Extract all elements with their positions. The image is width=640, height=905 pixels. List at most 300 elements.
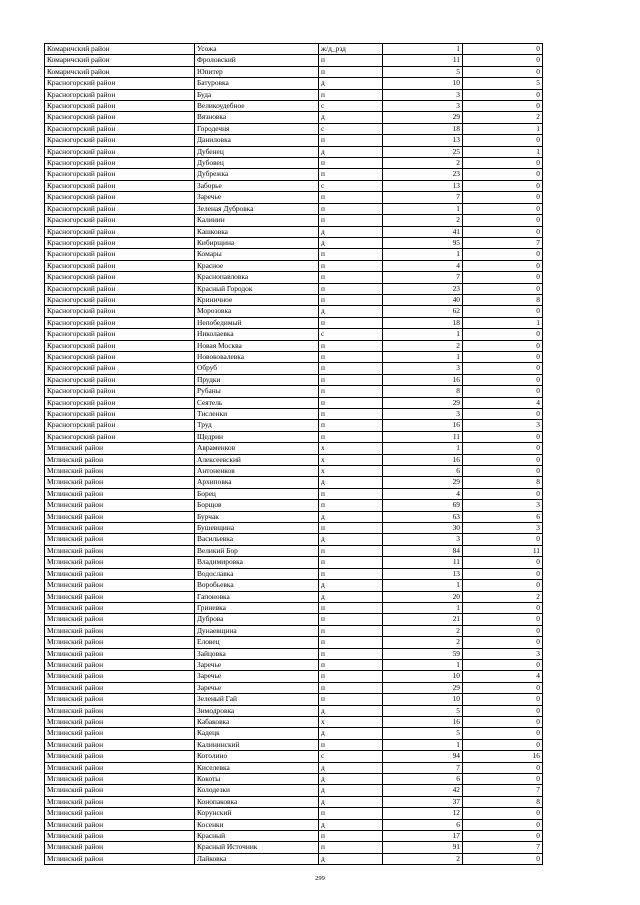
district-cell: Красногорский район <box>45 180 195 191</box>
table-row <box>45 739 543 750</box>
settlement-cell: Зайцовка <box>195 648 319 659</box>
type-cell: д <box>319 762 383 773</box>
district-cell: Мглинский район <box>45 751 195 762</box>
settlement-cell: Красный <box>195 831 319 842</box>
type-cell: п <box>319 831 383 842</box>
table-row <box>45 785 543 796</box>
district-cell: Красногорский район <box>45 226 195 237</box>
settlement-cell: Дубрежка <box>195 169 319 180</box>
count-cell: 1 <box>383 580 463 591</box>
district-cell: Красногорский район <box>45 158 195 169</box>
type-cell: п <box>319 317 383 328</box>
count-cell: 10 <box>383 671 463 682</box>
count2-cell: 0 <box>463 215 543 226</box>
table-row <box>45 454 543 465</box>
district-cell: Мглинский район <box>45 853 195 864</box>
count2-cell: 0 <box>463 203 543 214</box>
settlement-cell: Прудки <box>195 374 319 385</box>
table-row <box>45 808 543 819</box>
district-cell: Мглинский район <box>45 614 195 625</box>
type-cell: п <box>319 409 383 420</box>
settlement-cell: Бурчак <box>195 511 319 522</box>
type-cell: п <box>319 158 383 169</box>
type-cell: х <box>319 716 383 727</box>
district-cell: Мглинский район <box>45 648 195 659</box>
district-cell: Мглинский район <box>45 557 195 568</box>
district-cell: Красногорский район <box>45 237 195 248</box>
count2-cell: 0 <box>463 249 543 260</box>
table-row <box>45 648 543 659</box>
type-cell: п <box>319 602 383 613</box>
count-cell: 3 <box>383 534 463 545</box>
settlement-cell: Воробьевка <box>195 580 319 591</box>
count2-cell: 0 <box>463 226 543 237</box>
count2-cell: 0 <box>463 568 543 579</box>
count-cell: 1 <box>383 602 463 613</box>
settlement-cell: Великоудебное <box>195 101 319 112</box>
district-cell: Мглинский район <box>45 671 195 682</box>
table-row <box>45 249 543 260</box>
count2-cell: 0 <box>463 158 543 169</box>
type-cell: п <box>319 386 383 397</box>
count-cell: 84 <box>383 545 463 556</box>
table-row <box>45 762 543 773</box>
count-cell: 21 <box>383 614 463 625</box>
table-row <box>45 340 543 351</box>
settlement-cell: Бушевщина <box>195 523 319 534</box>
count2-cell: 6 <box>463 511 543 522</box>
count-cell: 69 <box>383 500 463 511</box>
count-cell: 13 <box>383 568 463 579</box>
table-row <box>45 431 543 442</box>
type-cell: х <box>319 466 383 477</box>
count-cell: 4 <box>383 488 463 499</box>
district-cell: Мглинский район <box>45 568 195 579</box>
count-cell: 37 <box>383 796 463 807</box>
settlement-cell: Калининский <box>195 739 319 750</box>
count2-cell: 0 <box>463 602 543 613</box>
district-cell: Красногорский район <box>45 249 195 260</box>
count-cell: 2 <box>383 853 463 864</box>
type-cell: п <box>319 135 383 146</box>
settlement-cell: Дубенец <box>195 146 319 157</box>
count2-cell: 3 <box>463 420 543 431</box>
type-cell: п <box>319 260 383 271</box>
type-cell: п <box>319 808 383 819</box>
table-row <box>45 420 543 431</box>
count-cell: 25 <box>383 146 463 157</box>
count-cell: 59 <box>383 648 463 659</box>
table-row <box>45 500 543 511</box>
table-row <box>45 306 543 317</box>
count-cell: 3 <box>383 101 463 112</box>
table-row <box>45 89 543 100</box>
count-cell: 40 <box>383 294 463 305</box>
settlement-cell: Усожа <box>195 44 319 55</box>
district-cell: Красногорский район <box>45 374 195 385</box>
settlement-cell: Калинин <box>195 215 319 226</box>
count-cell: 41 <box>383 226 463 237</box>
settlement-cell: Архиповка <box>195 477 319 488</box>
count-cell: 17 <box>383 831 463 842</box>
settlement-cell: Непобедимый <box>195 317 319 328</box>
type-cell: п <box>319 739 383 750</box>
count-cell: 7 <box>383 762 463 773</box>
settlement-cell: Зимодровка <box>195 705 319 716</box>
count-cell: 2 <box>383 637 463 648</box>
count-cell: 42 <box>383 785 463 796</box>
count-cell: 2 <box>383 215 463 226</box>
count-cell: 30 <box>383 523 463 534</box>
count2-cell: 0 <box>463 272 543 283</box>
count2-cell: 0 <box>463 386 543 397</box>
type-cell: п <box>319 374 383 385</box>
table-row <box>45 557 543 568</box>
count2-cell: 0 <box>463 853 543 864</box>
settlement-cell: Красное <box>195 260 319 271</box>
count-cell: 5 <box>383 66 463 77</box>
settlement-cell: Щедрин <box>195 431 319 442</box>
table-row <box>45 694 543 705</box>
settlement-cell: Дуброва <box>195 614 319 625</box>
type-cell: х <box>319 454 383 465</box>
settlement-cell: Даниловка <box>195 135 319 146</box>
count2-cell: 1 <box>463 123 543 134</box>
type-cell: п <box>319 169 383 180</box>
table-row <box>45 796 543 807</box>
count-cell: 7 <box>383 272 463 283</box>
settlement-cell: Киселевка <box>195 762 319 773</box>
table-row <box>45 705 543 716</box>
district-cell: Красногорский район <box>45 431 195 442</box>
type-cell: п <box>319 659 383 670</box>
count-cell: 11 <box>383 431 463 442</box>
district-cell: Красногорский район <box>45 351 195 362</box>
type-cell: д <box>319 146 383 157</box>
count-cell: 29 <box>383 112 463 123</box>
district-cell: Красногорский район <box>45 101 195 112</box>
type-cell: п <box>319 89 383 100</box>
count-cell: 13 <box>383 135 463 146</box>
district-cell: Красногорский район <box>45 272 195 283</box>
settlement-cell: Криничное <box>195 294 319 305</box>
count2-cell: 0 <box>463 135 543 146</box>
count-cell: 29 <box>383 477 463 488</box>
settlement-cell: Юпитер <box>195 66 319 77</box>
table-row <box>45 751 543 762</box>
district-cell: Мглинский район <box>45 443 195 454</box>
type-cell: п <box>319 648 383 659</box>
count2-cell: 0 <box>463 831 543 842</box>
count-cell: 6 <box>383 774 463 785</box>
district-cell: Мглинский район <box>45 602 195 613</box>
type-cell: с <box>319 180 383 191</box>
table-row <box>45 294 543 305</box>
count-cell: 2 <box>383 340 463 351</box>
count2-cell: 0 <box>463 409 543 420</box>
table-row <box>45 466 543 477</box>
settlement-cell: Кибирщина <box>195 237 319 248</box>
table-row <box>45 602 543 613</box>
count-cell: 1 <box>383 659 463 670</box>
count2-cell: 0 <box>463 625 543 636</box>
count-cell: 1 <box>383 249 463 260</box>
table-row <box>45 317 543 328</box>
count-cell: 1 <box>383 739 463 750</box>
table-row <box>45 363 543 374</box>
settlement-cell: Алексеевский <box>195 454 319 465</box>
settlement-cell: Новоковалевка <box>195 351 319 362</box>
count2-cell: 0 <box>463 614 543 625</box>
district-cell: Красногорский район <box>45 317 195 328</box>
district-cell: Мглинский район <box>45 728 195 739</box>
table-row <box>45 329 543 340</box>
district-cell: Комаричский район <box>45 55 195 66</box>
district-cell: Красногорский район <box>45 123 195 134</box>
settlement-cell: Комары <box>195 249 319 260</box>
district-cell: Мглинский район <box>45 625 195 636</box>
count-cell: 6 <box>383 819 463 830</box>
type-cell: д <box>319 705 383 716</box>
table-row <box>45 511 543 522</box>
settlement-cell: Заречье <box>195 192 319 203</box>
district-cell: Мглинский район <box>45 808 195 819</box>
count-cell: 2 <box>383 625 463 636</box>
count2-cell: 0 <box>463 340 543 351</box>
table-row <box>45 545 543 556</box>
table-row <box>45 112 543 123</box>
district-cell: Мглинский район <box>45 637 195 648</box>
type-cell: п <box>319 568 383 579</box>
count-cell: 3 <box>383 363 463 374</box>
settlement-cell: Краснопавловка <box>195 272 319 283</box>
table-row <box>45 534 543 545</box>
table-row <box>45 169 543 180</box>
district-cell: Мглинский район <box>45 511 195 522</box>
count-cell: 18 <box>383 123 463 134</box>
type-cell: п <box>319 203 383 214</box>
count2-cell: 0 <box>463 739 543 750</box>
district-cell: Мглинский район <box>45 739 195 750</box>
count2-cell: 0 <box>463 431 543 442</box>
table-row <box>45 477 543 488</box>
count-cell: 62 <box>383 306 463 317</box>
count2-cell: 0 <box>463 374 543 385</box>
settlement-cell: Городечня <box>195 123 319 134</box>
type-cell: п <box>319 283 383 294</box>
settlement-cell: Батуровка <box>195 78 319 89</box>
district-cell: Мглинский район <box>45 454 195 465</box>
table-row <box>45 55 543 66</box>
settlement-cell: Гапоновка <box>195 591 319 602</box>
district-cell: Красногорский район <box>45 146 195 157</box>
type-cell: ж/д_рзд <box>319 44 383 55</box>
settlement-cell: Зеленая Дубровка <box>195 203 319 214</box>
type-cell: д <box>319 306 383 317</box>
settlement-cell: Вязновка <box>195 112 319 123</box>
type-cell: д <box>319 511 383 522</box>
count2-cell: 0 <box>463 192 543 203</box>
type-cell: п <box>319 614 383 625</box>
count2-cell: 0 <box>463 260 543 271</box>
table-row <box>45 101 543 112</box>
count2-cell: 0 <box>463 306 543 317</box>
settlement-cell: Борец <box>195 488 319 499</box>
count-cell: 5 <box>383 728 463 739</box>
settlement-cell: Кокоты <box>195 774 319 785</box>
count-cell: 63 <box>383 511 463 522</box>
count-cell: 2 <box>383 158 463 169</box>
settlement-cell: Заречье <box>195 659 319 670</box>
table-row <box>45 637 543 648</box>
table-row <box>45 203 543 214</box>
settlement-cell: Обруб <box>195 363 319 374</box>
settlement-cell: Котолино <box>195 751 319 762</box>
district-cell: Мглинский район <box>45 842 195 853</box>
type-cell: п <box>319 66 383 77</box>
settlement-cell: Заречье <box>195 682 319 693</box>
district-cell: Красногорский район <box>45 397 195 408</box>
table-row <box>45 831 543 842</box>
table-row <box>45 158 543 169</box>
district-cell: Мглинский район <box>45 523 195 534</box>
count-cell: 1 <box>383 443 463 454</box>
settlements-table <box>44 43 543 865</box>
count-cell: 29 <box>383 397 463 408</box>
settlement-cell: Лайковка <box>195 853 319 864</box>
district-cell: Комаричский район <box>45 66 195 77</box>
type-cell: д <box>319 477 383 488</box>
type-cell: д <box>319 785 383 796</box>
table-row <box>45 728 543 739</box>
table-row <box>45 625 543 636</box>
table-row <box>45 682 543 693</box>
table-row <box>45 66 543 77</box>
district-cell: Мглинский район <box>45 534 195 545</box>
count2-cell: 0 <box>463 557 543 568</box>
count2-cell: 0 <box>463 101 543 112</box>
table-row <box>45 397 543 408</box>
table-row <box>45 180 543 191</box>
settlement-cell: Авраменков <box>195 443 319 454</box>
type-cell: д <box>319 728 383 739</box>
count2-cell: 5 <box>463 78 543 89</box>
district-cell: Красногорский район <box>45 215 195 226</box>
district-cell: Красногорский район <box>45 135 195 146</box>
count2-cell: 0 <box>463 169 543 180</box>
count2-cell: 0 <box>463 454 543 465</box>
type-cell: д <box>319 796 383 807</box>
type-cell: п <box>319 55 383 66</box>
table-row <box>45 237 543 248</box>
district-cell: Красногорский район <box>45 340 195 351</box>
district-cell: Красногорский район <box>45 78 195 89</box>
table-row <box>45 819 543 830</box>
count-cell: 4 <box>383 260 463 271</box>
count2-cell: 0 <box>463 55 543 66</box>
table-row <box>45 351 543 362</box>
type-cell: с <box>319 123 383 134</box>
count-cell: 10 <box>383 694 463 705</box>
type-cell: д <box>319 853 383 864</box>
table-row <box>45 215 543 226</box>
table-row <box>45 374 543 385</box>
settlement-cell: Конопаковка <box>195 796 319 807</box>
count2-cell: 0 <box>463 716 543 727</box>
district-cell: Красногорский район <box>45 306 195 317</box>
district-cell: Красногорский район <box>45 283 195 294</box>
count2-cell: 0 <box>463 580 543 591</box>
district-cell: Мглинский район <box>45 500 195 511</box>
district-cell: Красногорский район <box>45 420 195 431</box>
count2-cell: 1 <box>463 317 543 328</box>
count2-cell: 7 <box>463 237 543 248</box>
count-cell: 18 <box>383 317 463 328</box>
district-cell: Мглинский район <box>45 488 195 499</box>
table-row <box>45 716 543 727</box>
count-cell: 16 <box>383 454 463 465</box>
district-cell: Красногорский район <box>45 112 195 123</box>
district-cell: Красногорский район <box>45 203 195 214</box>
type-cell: д <box>319 237 383 248</box>
type-cell: п <box>319 523 383 534</box>
settlement-cell: Еловец <box>195 637 319 648</box>
type-cell: п <box>319 272 383 283</box>
district-cell: Мглинский район <box>45 477 195 488</box>
district-cell: Мглинский район <box>45 831 195 842</box>
count-cell: 11 <box>383 55 463 66</box>
type-cell: п <box>319 625 383 636</box>
settlement-cell: Фроловский <box>195 55 319 66</box>
type-cell: п <box>319 351 383 362</box>
settlement-cell: Буда <box>195 89 319 100</box>
table-row <box>45 580 543 591</box>
district-cell: Красногорский район <box>45 294 195 305</box>
settlement-cell: Новая Москва <box>195 340 319 351</box>
type-cell: п <box>319 397 383 408</box>
district-cell: Красногорский район <box>45 89 195 100</box>
count-cell: 12 <box>383 808 463 819</box>
table-row <box>45 260 543 271</box>
count2-cell: 2 <box>463 112 543 123</box>
district-cell: Мглинский район <box>45 819 195 830</box>
count2-cell: 7 <box>463 842 543 853</box>
type-cell: д <box>319 774 383 785</box>
count-cell: 1 <box>383 329 463 340</box>
district-cell: Мглинский район <box>45 580 195 591</box>
count2-cell: 0 <box>463 728 543 739</box>
type-cell: п <box>319 694 383 705</box>
type-cell: с <box>319 101 383 112</box>
table-row <box>45 386 543 397</box>
count2-cell: 0 <box>463 774 543 785</box>
count2-cell: 8 <box>463 477 543 488</box>
table-body <box>45 44 543 865</box>
count-cell: 23 <box>383 283 463 294</box>
table-row <box>45 78 543 89</box>
settlement-cell: Зеленый Гай <box>195 694 319 705</box>
district-cell: Мглинский район <box>45 545 195 556</box>
count2-cell: 0 <box>463 89 543 100</box>
count-cell: 23 <box>383 169 463 180</box>
count-cell: 3 <box>383 409 463 420</box>
settlement-cell: Кадецк <box>195 728 319 739</box>
settlement-cell: Тисленки <box>195 409 319 420</box>
table-row <box>45 283 543 294</box>
settlement-cell: Труд <box>195 420 319 431</box>
count2-cell: 0 <box>463 44 543 55</box>
district-cell: Красногорский район <box>45 329 195 340</box>
